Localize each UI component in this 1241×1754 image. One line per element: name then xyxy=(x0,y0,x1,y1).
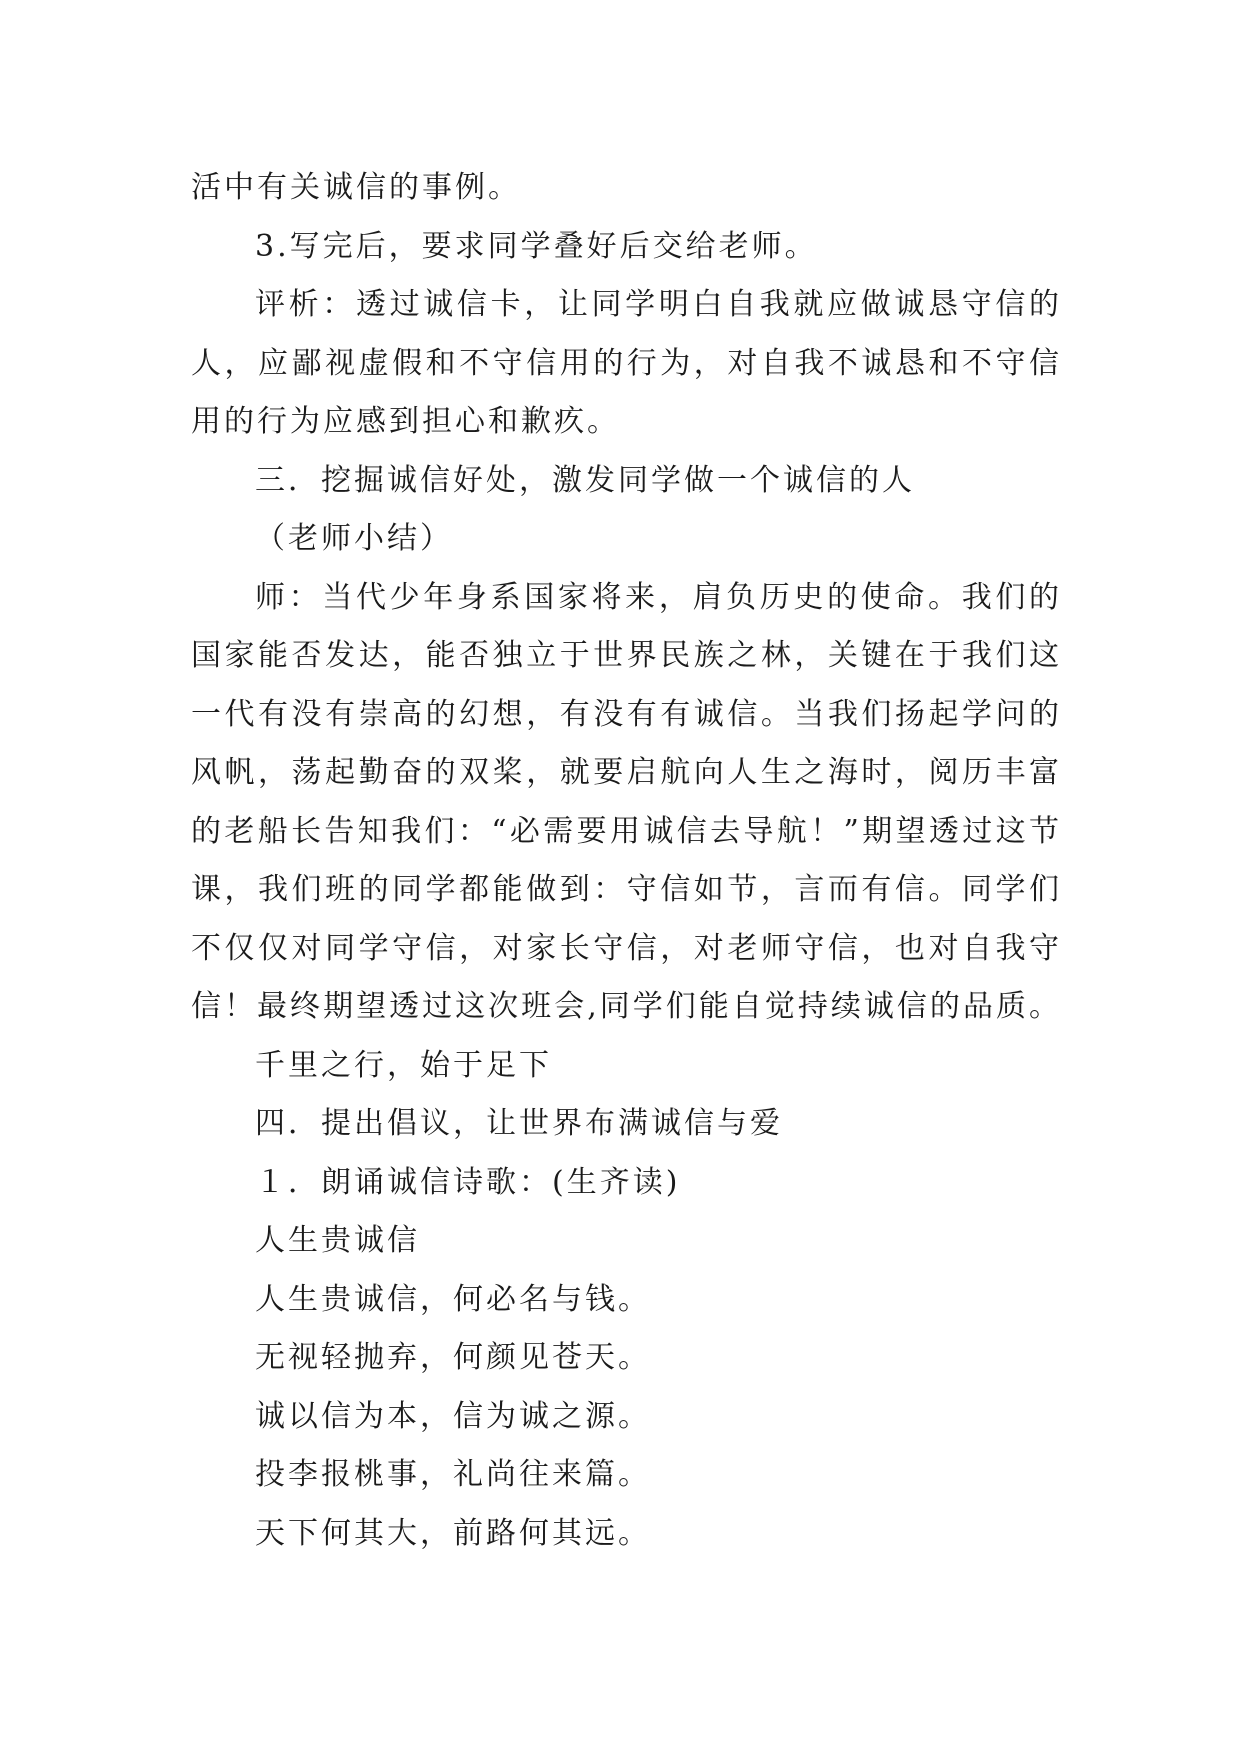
text-line: 课，我们班的同学都能做到：守信如节，言而有信。同学们 xyxy=(191,872,1061,907)
text-line: 师：当代少年身系国家将来，肩负历史的使命。我们的 xyxy=(255,579,1061,615)
text-line: 不仅仅对同学守信，对家长守信，对老师守信，也对自我守 xyxy=(191,930,1061,966)
text-line: 评析：透过诚信卡，让同学明白自我就应做诚恳守信的 xyxy=(255,287,1061,322)
text-line: 人，应鄙视虚假和不守信用的行为，对自我不诚恳和不守信 xyxy=(191,345,1061,381)
poem-title: 人生贵诚信 xyxy=(255,1223,420,1258)
text-line: 用的行为应感到担心和歉疚。 xyxy=(191,404,620,439)
text-line: 一代有没有崇高的幻想，有没有有诚信。当我们扬起学问的 xyxy=(191,696,1061,732)
poem-line: 无视轻抛弃，何颜见苍天。 xyxy=(255,1340,651,1375)
text-line: 信！最终期望透过这次班会,同学们能自觉持续诚信的品质。 xyxy=(191,989,1061,1024)
poem-line: 天下何其大，前路何其远。 xyxy=(255,1515,651,1551)
text-line: （老师小结） xyxy=(255,521,453,556)
poem-line: 人生贵诚信，何必名与钱。 xyxy=(255,1281,651,1317)
text-line: 活中有关诚信的事例。 xyxy=(191,170,521,205)
text-line: 国家能否发达，能否独立于世界民族之林，关键在于我们这 xyxy=(191,638,1061,673)
text-line: 3.写完后，要求同学叠好后交给老师。 xyxy=(255,228,818,264)
poem-line: 诚以信为本，信为诚之源。 xyxy=(255,1398,651,1434)
document-body xyxy=(191,159,1061,1563)
text-line: 的老船长告知我们：“必需要用诚信去导航！”期望透过这节 xyxy=(191,813,1061,849)
poem-line: 投李报桃事，礼尚往来篇。 xyxy=(255,1457,651,1492)
text-line: 风帆，荡起勤奋的双桨，就要启航向人生之海时，阅历丰富 xyxy=(191,755,1061,790)
text-line: 千里之行，始于足下 xyxy=(255,1047,552,1083)
text-line: １．朗诵诚信诗歌：(生齐读) xyxy=(255,1164,681,1200)
section-heading: 四．提出倡议，让世界布满诚信与爱 xyxy=(255,1106,783,1141)
section-heading: 三．挖掘诚信好处，激发同学做一个诚信的人 xyxy=(255,462,915,498)
